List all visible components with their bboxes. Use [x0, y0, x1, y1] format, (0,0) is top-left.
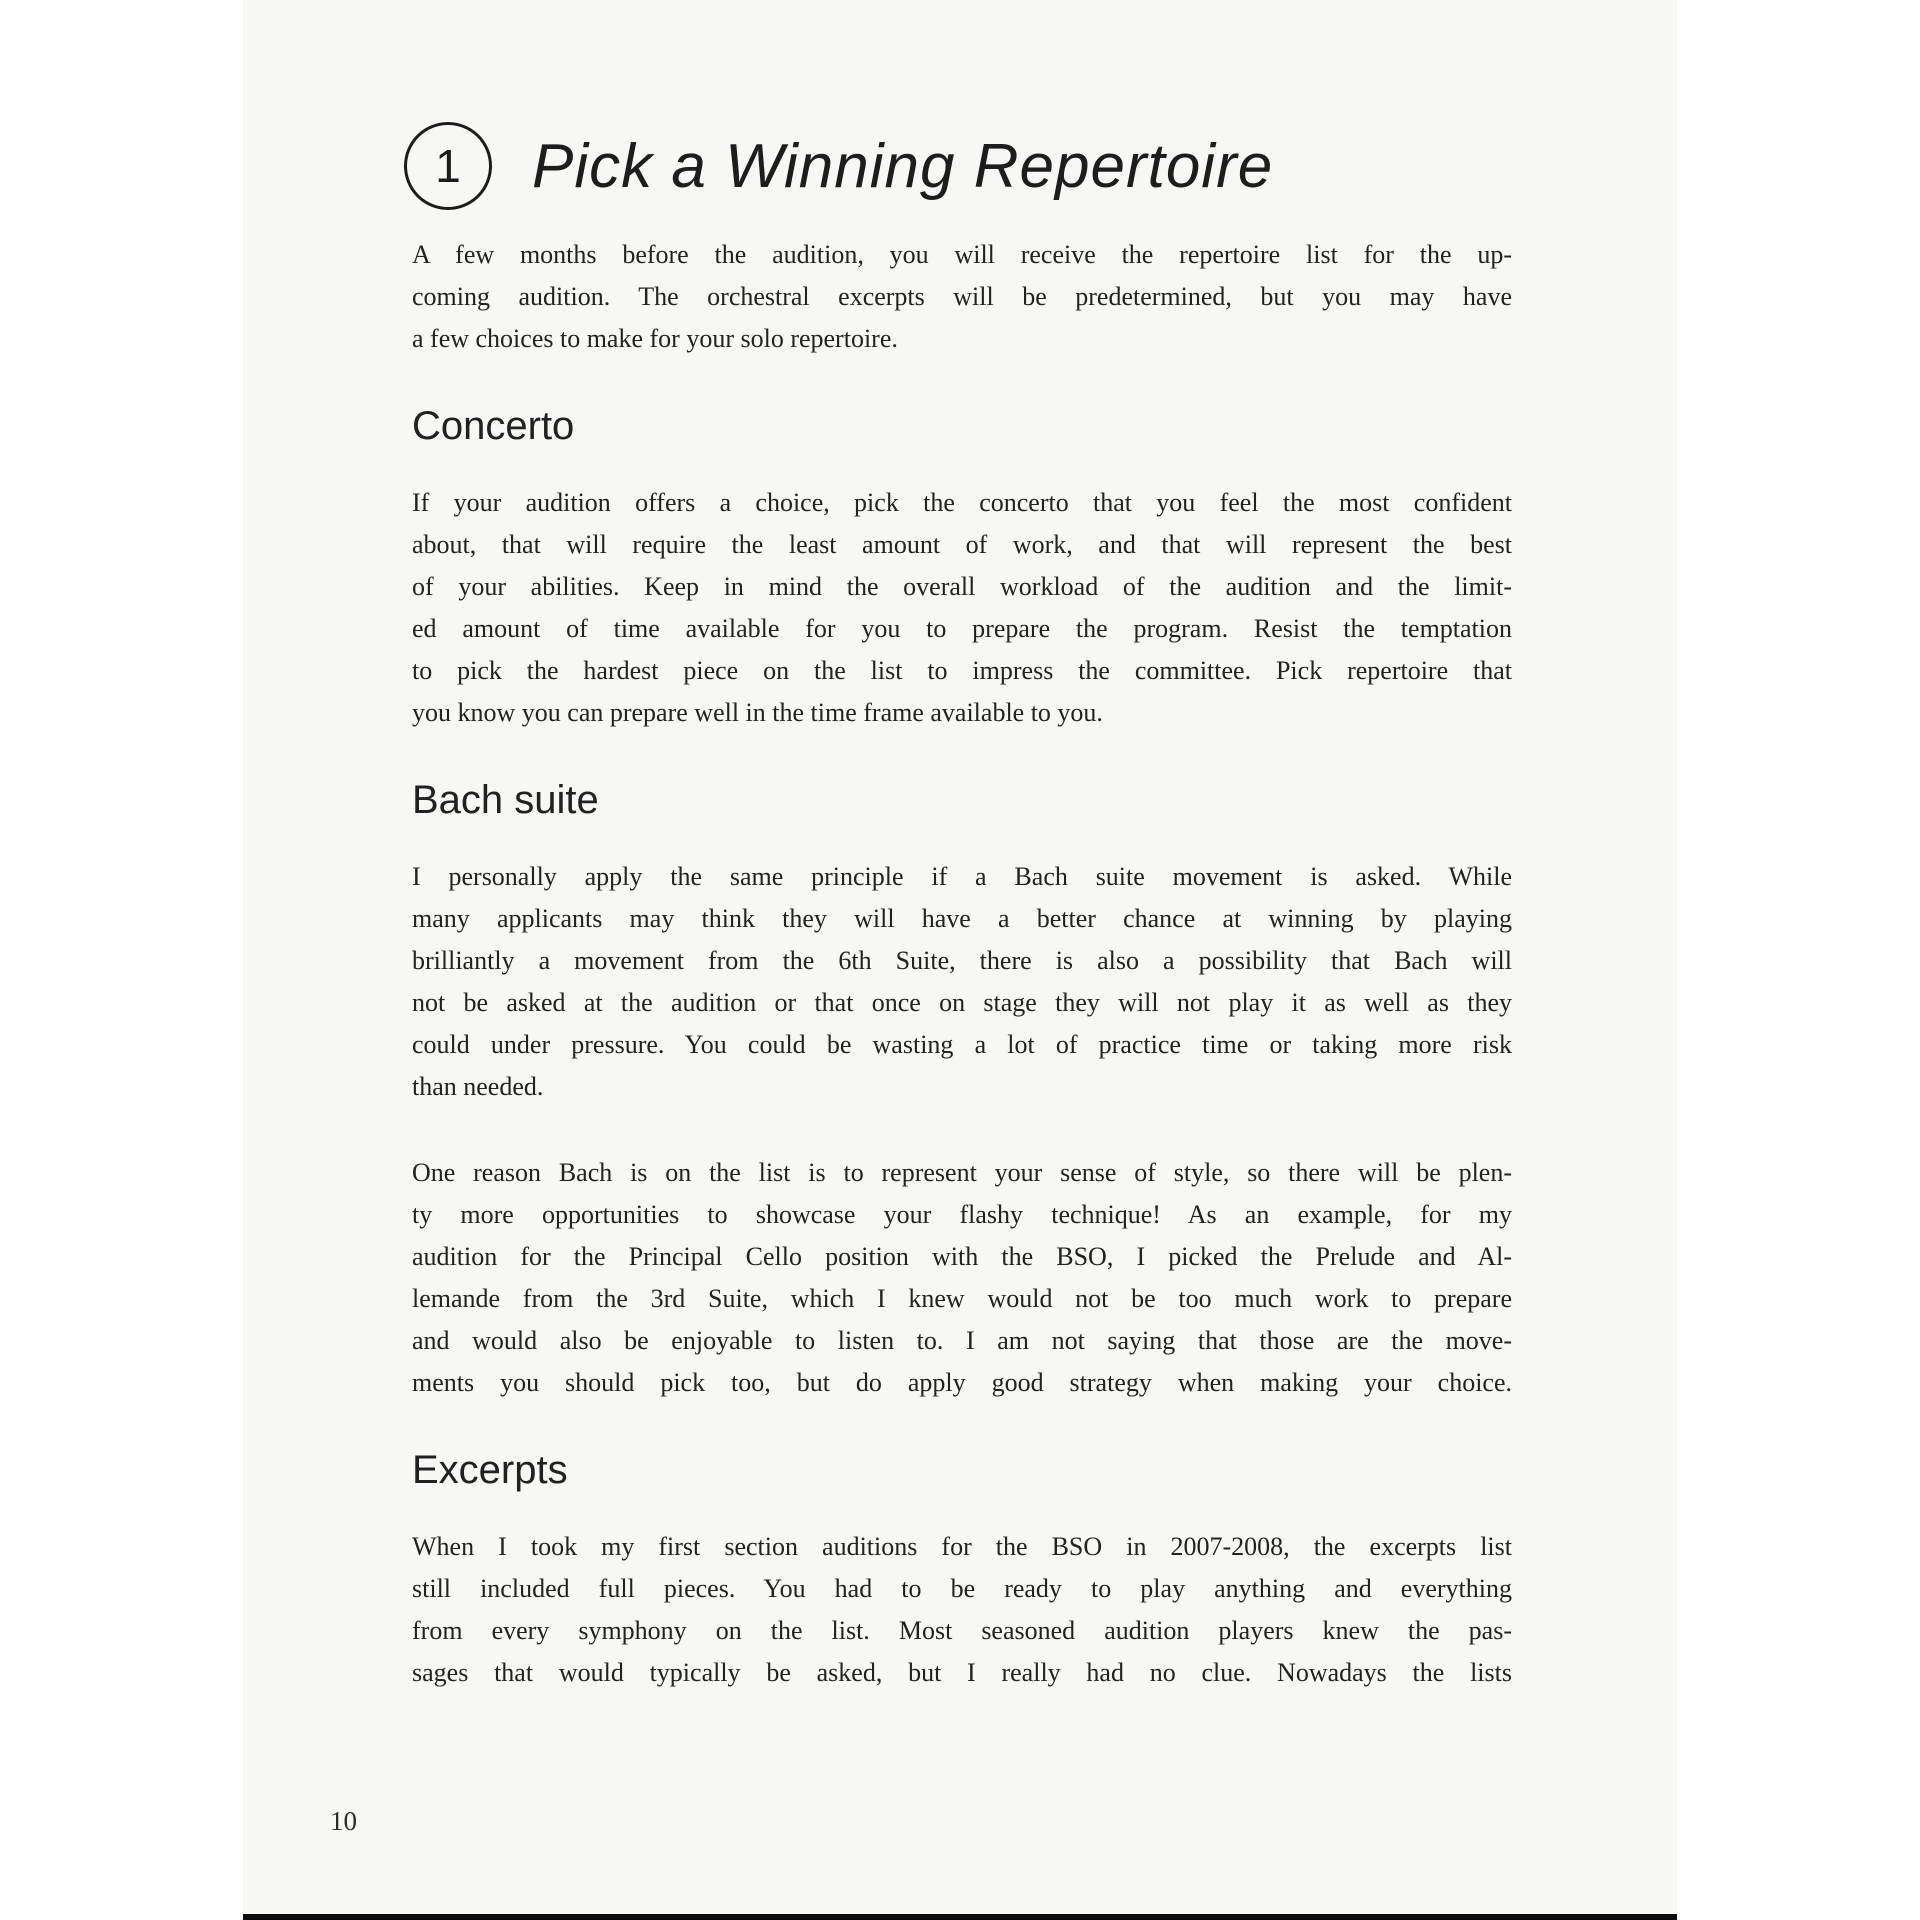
text-line: than needed. [412, 1072, 544, 1101]
text-line: from every symphony on the list. Most seasoned audition players knew the pas- [412, 1616, 1512, 1645]
chapter-number: 1 [435, 140, 461, 192]
chapter-header [404, 122, 1512, 210]
section-heading-excerpts: Excerpts [412, 1448, 568, 1492]
page-content [412, 122, 1512, 1694]
text-line: lemande from the 3rd Suite, which I knew would not be too much work to prepare [412, 1284, 1512, 1313]
text-line: audition for the Principal Cello position with the BSO, I picked the Prelude and Al- [412, 1242, 1512, 1271]
text-line: could under pressure. You could be wasting a lot of practice time or taking more risk [412, 1030, 1512, 1059]
text-line: about, that will require the least amount of work, and that will represent the best [412, 530, 1512, 559]
section-heading-concerto: Concerto [412, 404, 575, 448]
text-line: still included full pieces. You had to be ready to play anything and everything [412, 1574, 1512, 1603]
text-line: many applicants may think they will have a better chance at winning by playing [412, 904, 1512, 933]
section-heading-bach-suite: Bach suite [412, 778, 599, 822]
text-line: and would also be enjoyable to listen to. I am not saying that those are the move- [412, 1326, 1512, 1355]
text-line: I personally apply the same principle if a Bach suite movement is asked. While [412, 862, 1512, 891]
text-line: coming audition. The orchestral excerpts will be predetermined, but you may have [412, 282, 1512, 311]
text-line: ed amount of time available for you to prepare the program. Resist the temptation [412, 614, 1512, 643]
excerpts-paragraph [412, 1526, 1512, 1694]
intro-paragraph [412, 234, 1512, 360]
text-line: ments you should pick too, but do apply good strategy when making your choice. [412, 1368, 1512, 1397]
bach-suite-paragraph-2 [412, 1152, 1512, 1404]
bach-suite-paragraph-1 [412, 856, 1512, 1108]
chapter-title: Pick a Winning Repertoire [532, 131, 1274, 201]
chapter-number-badge [404, 122, 492, 210]
text-line: you know you can prepare well in the time frame available to you. [412, 698, 1103, 727]
book-page [243, 0, 1677, 1920]
text-line: to pick the hardest piece on the list to impress the committee. Pick repertoire that [412, 656, 1512, 685]
page-bottom-edge [243, 1914, 1677, 1920]
text-line: of your abilities. Keep in mind the overall workload of the audition and the limit- [412, 572, 1512, 601]
page-number: 10 [330, 1806, 357, 1836]
text-line: brilliantly a movement from the 6th Suite, there is also a possibility that Bach will [412, 946, 1512, 975]
text-line: not be asked at the audition or that once on stage they will not play it as well as they [412, 988, 1512, 1017]
text-line: One reason Bach is on the list is to represent your sense of style, so there will be plen- [412, 1158, 1512, 1187]
text-line: a few choices to make for your solo repertoire. [412, 324, 898, 353]
text-line: When I took my first section auditions for the BSO in 2007-2008, the excerpts list [412, 1532, 1512, 1561]
text-line: ty more opportunities to showcase your flashy technique! As an example, for my [412, 1200, 1512, 1229]
text-line: sages that would typically be asked, but I really had no clue. Nowadays the lists [412, 1658, 1512, 1687]
text-line: A few months before the audition, you will receive the repertoire list for the up- [412, 240, 1512, 269]
concerto-paragraph [412, 482, 1512, 734]
text-line: If your audition offers a choice, pick the concerto that you feel the most confident [412, 488, 1512, 517]
